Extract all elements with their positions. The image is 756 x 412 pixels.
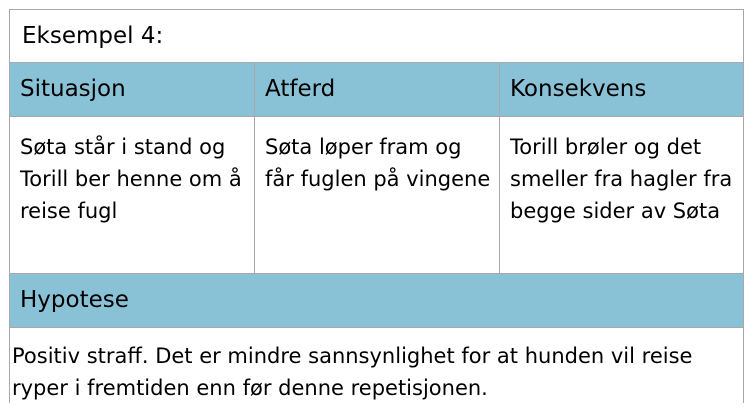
title-row <box>10 10 743 63</box>
column-header-row <box>10 63 743 117</box>
situasjon-cell: Søta står i stand og Torill ber henne om å reise fugl <box>10 117 255 273</box>
hypothesis-text: Positiv straff. Det er mindre sannsynlighet for at hunden vil reise ryper i fremtiden enn før denne repetisjonen. <box>12 344 693 400</box>
column-header-atferd: Atferd <box>255 63 500 116</box>
hypothesis-body-row <box>10 328 743 404</box>
atferd-cell: Søta løper fram og får fuglen på vingene <box>255 117 500 273</box>
column-header-situasjon: Situasjon <box>10 63 255 116</box>
content-row <box>10 117 743 274</box>
hypothesis-label: Hypotese <box>20 287 129 313</box>
example-table <box>9 9 744 403</box>
example-title: Eksempel 4: <box>22 23 164 49</box>
hypothesis-header-row <box>10 274 743 328</box>
column-header-konsekvens: Konsekvens <box>510 76 647 102</box>
konsekvens-cell: Torill brøler og det smeller fra hagler fra begge sider av Søta <box>510 135 733 223</box>
